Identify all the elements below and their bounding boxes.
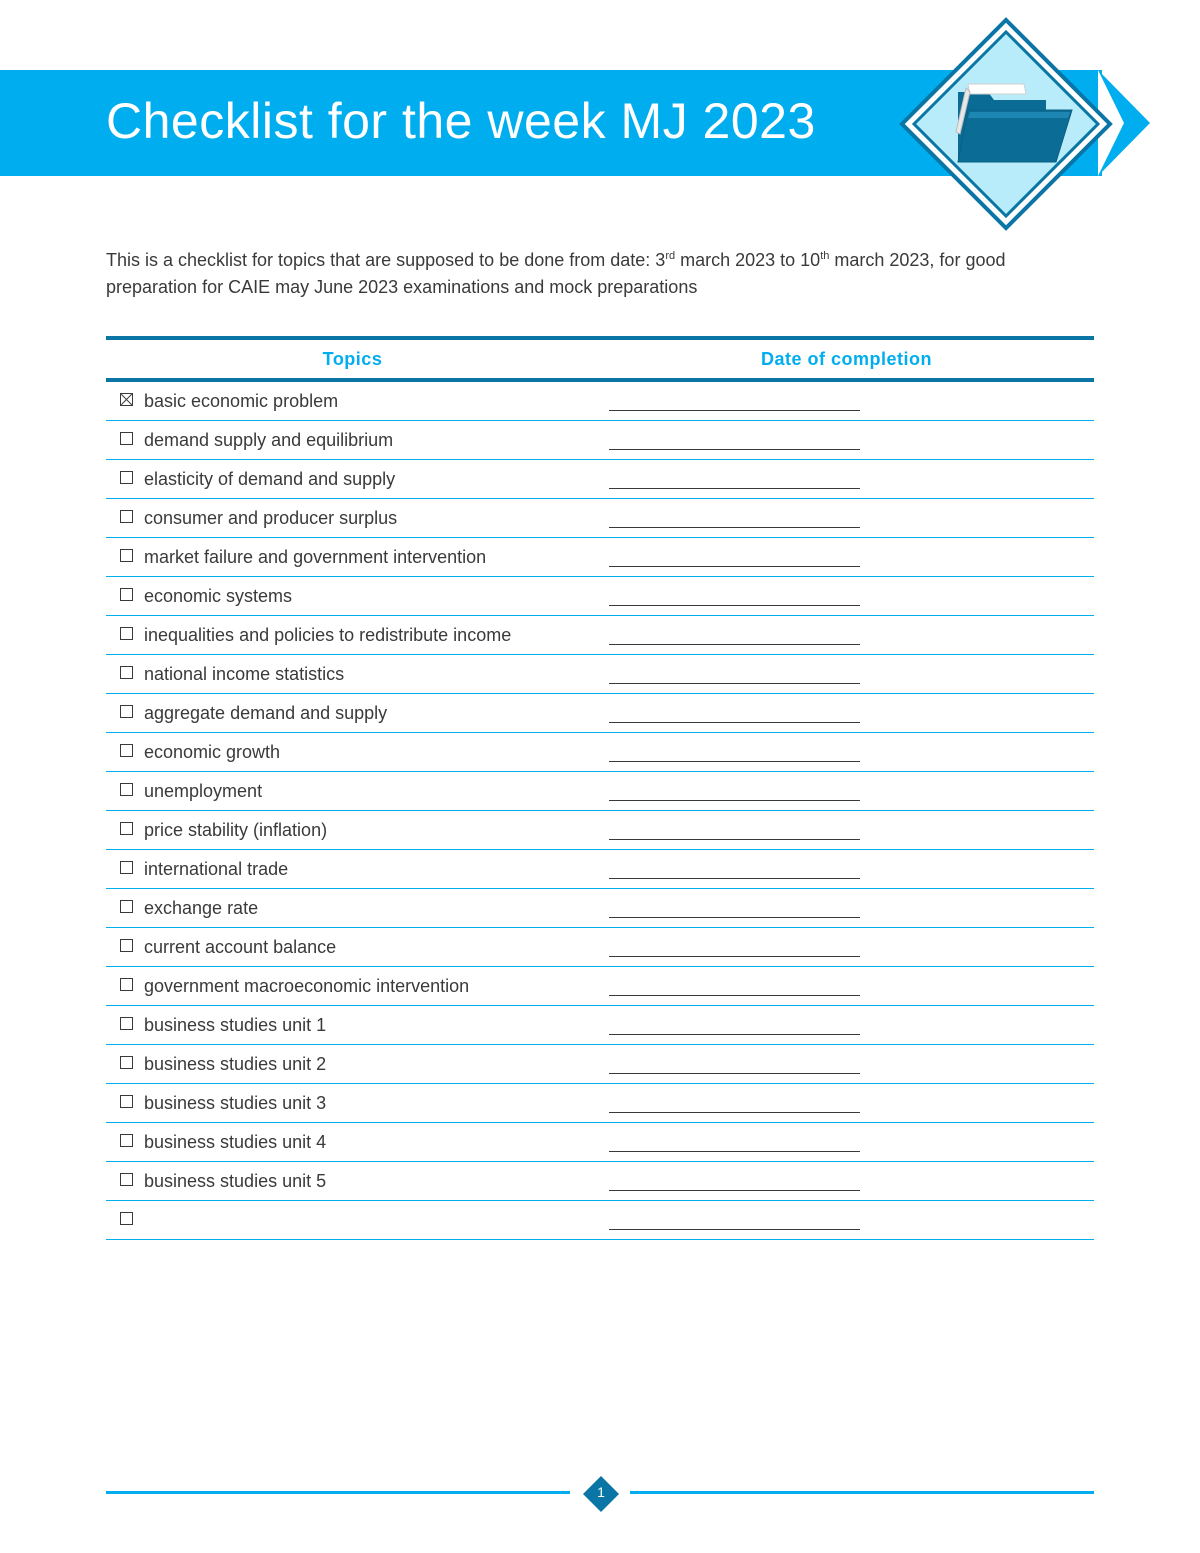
topic-label: price stability (inflation) [144,820,328,840]
table-row [106,1201,1094,1240]
table-row [106,1045,1094,1084]
table-row [106,1006,1094,1045]
checked-checkbox[interactable] [120,393,133,406]
checkbox[interactable] [120,432,133,445]
date-of-completion-blank[interactable] [609,1073,860,1074]
checkbox[interactable] [120,1056,133,1069]
checkbox[interactable] [120,471,133,484]
checklist-table [106,336,1094,1240]
topic-label: inequalities and policies to redistribute income [144,625,512,645]
date-of-completion-blank[interactable] [609,800,860,801]
column-header-date: Date of completion [760,348,932,369]
date-of-completion-blank[interactable] [609,644,860,645]
topic-label: government macroeconomic intervention [144,976,470,996]
table-row [106,499,1094,538]
date-of-completion-blank[interactable] [609,839,860,840]
date-of-completion-blank[interactable] [609,1034,860,1035]
date-of-completion-blank[interactable] [609,1112,860,1113]
checkbox[interactable] [120,549,133,562]
date-of-completion-blank[interactable] [609,1151,860,1152]
page-number: 1 [597,1484,605,1500]
topic-label: current account balance [144,937,337,957]
date-of-completion-blank[interactable] [609,878,860,879]
checkbox[interactable] [120,939,133,952]
checkbox[interactable] [120,822,133,835]
checkbox[interactable] [120,627,133,640]
topic-label: economic systems [144,586,293,606]
checkbox[interactable] [120,705,133,718]
checkbox[interactable] [120,900,133,913]
table-row [106,772,1094,811]
footer-rule-left [106,1491,570,1494]
topic-label: basic economic problem [144,391,339,411]
table-row [106,733,1094,772]
topic-label: market failure and government intervention [144,547,487,567]
table-row [106,811,1094,850]
table-row [106,538,1094,577]
page-title: Checklist for the week MJ 2023 [106,93,816,149]
topic-label: aggregate demand and supply [144,703,388,723]
checkbox[interactable] [120,861,133,874]
date-of-completion-blank[interactable] [609,995,860,996]
topic-label: national income statistics [144,664,345,684]
table-row [106,889,1094,928]
table-row [106,1123,1094,1162]
date-of-completion-blank[interactable] [609,956,860,957]
date-of-completion-blank[interactable] [609,449,860,450]
table-header [106,336,1094,382]
table-row [106,694,1094,733]
table-row [106,460,1094,499]
date-of-completion-blank[interactable] [609,527,860,528]
footer-rule-right [630,1491,1094,1494]
table-row [106,850,1094,889]
date-of-completion-blank[interactable] [609,722,860,723]
checkbox[interactable] [120,1212,133,1225]
table-row [106,1084,1094,1123]
checkbox[interactable] [120,783,133,796]
checkbox[interactable] [120,1017,133,1030]
folder-emblem [896,14,1116,234]
table-row [106,928,1094,967]
table-row [106,421,1094,460]
checkbox[interactable] [120,510,133,523]
checkbox[interactable] [120,1134,133,1147]
date-of-completion-blank[interactable] [609,605,860,606]
date-of-completion-blank[interactable] [609,566,860,567]
date-of-completion-blank[interactable] [609,1229,860,1230]
date-of-completion-blank[interactable] [609,683,860,684]
topic-label: business studies unit 5 [144,1171,327,1191]
checkbox[interactable] [120,666,133,679]
table-body [106,382,1094,1240]
topic-label: consumer and producer surplus [144,508,398,528]
checkbox[interactable] [120,744,133,757]
checkbox[interactable] [120,978,133,991]
topic-label: business studies unit 2 [144,1054,327,1074]
date-of-completion-blank[interactable] [609,761,860,762]
intro-paragraph: This is a checklist for topics that are supposed to be done from date: 3rd march 2023 to 10th march 2023, for good preparation for CAIE may June 2023 examinations and mock preparations [106,250,1006,297]
date-of-completion-blank[interactable] [609,410,860,411]
table-row [106,616,1094,655]
topic-label: international trade [144,859,289,879]
topic-label: unemployment [144,781,263,801]
topic-label: exchange rate [144,898,259,918]
date-of-completion-blank[interactable] [609,917,860,918]
topic-label: demand supply and equilibrium [144,430,394,450]
date-of-completion-blank[interactable] [609,488,860,489]
table-row [106,577,1094,616]
checkbox[interactable] [120,1173,133,1186]
table-row [106,967,1094,1006]
topic-label: business studies unit 4 [144,1132,327,1152]
table-row [106,655,1094,694]
checkbox[interactable] [120,1095,133,1108]
date-of-completion-blank[interactable] [609,1190,860,1191]
topic-label: elasticity of demand and supply [144,469,396,489]
table-row [106,382,1094,421]
topic-label: business studies unit 1 [144,1015,327,1035]
topic-label: business studies unit 3 [144,1093,327,1113]
column-header-topics: Topics [322,348,383,369]
checkbox[interactable] [120,588,133,601]
table-row [106,1162,1094,1201]
topic-label: economic growth [144,742,281,762]
